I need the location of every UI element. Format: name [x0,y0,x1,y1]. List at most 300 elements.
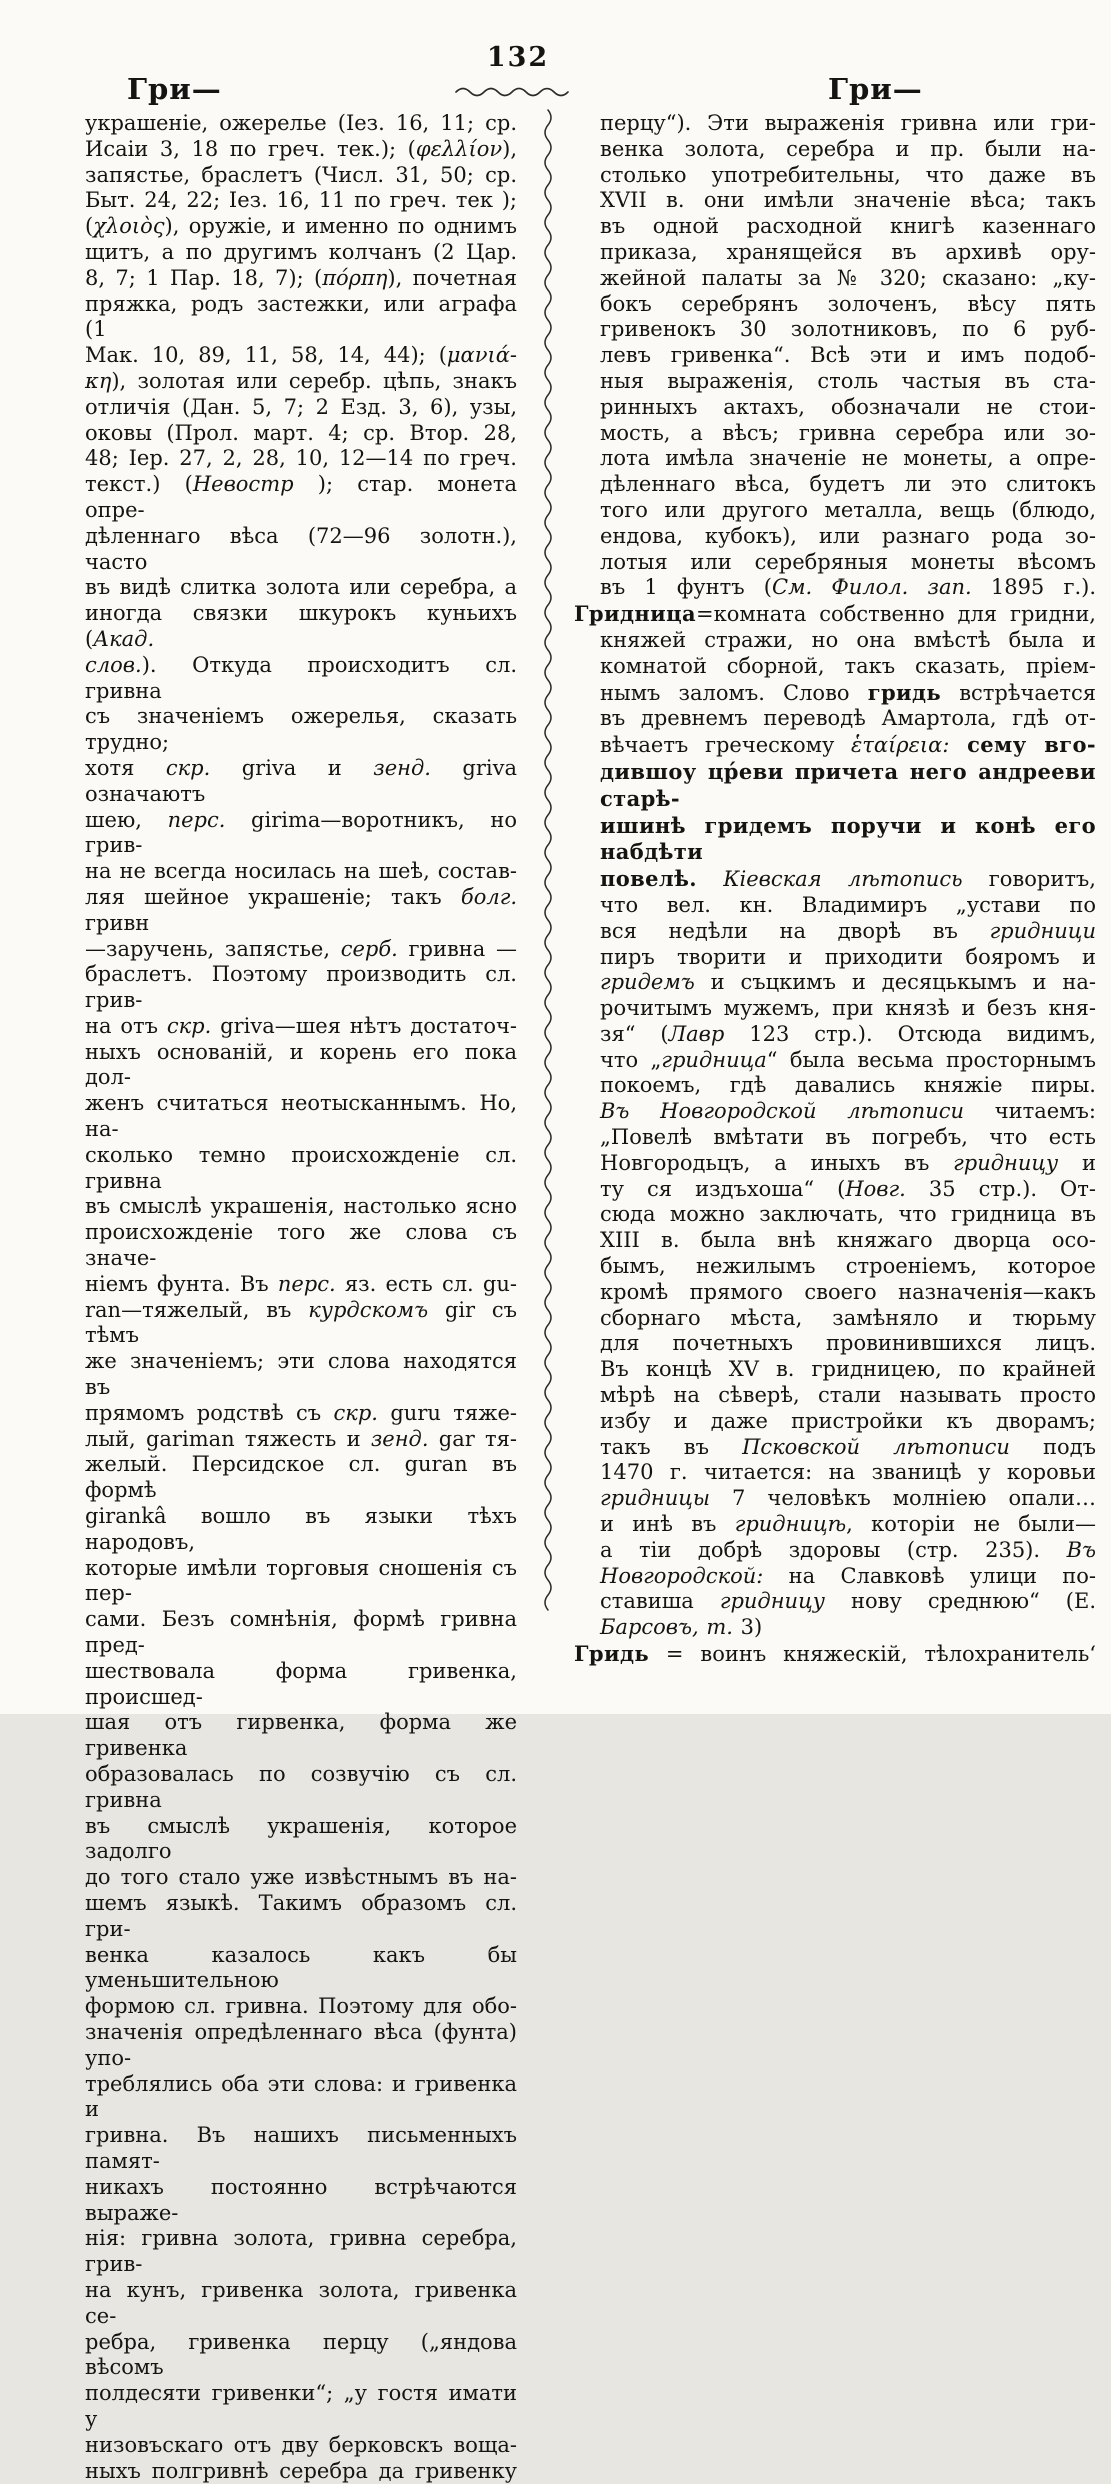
text-line [85,1040,517,1092]
text-line [85,1710,517,1762]
text-line [600,421,1096,447]
text-segment: въ видѣ слитка золота или серебра, а [85,575,517,600]
text-segment: лый, gariman тяжесть и [85,1426,371,1451]
text-line [85,1349,517,1401]
italic-text: скр. [165,755,211,780]
italic-text: гридници [989,918,1096,943]
text-segment: избу и даже пристройки къ дворамъ; [600,1408,1096,1433]
text-segment: „Повелѣ вмѣтати въ погребъ, что есть [600,1125,1096,1150]
text-segment: 8, 7; 1 Пар. 18, 7); ( [85,265,323,290]
text-segment: же значеніемъ; эти слова находятся въ [85,1349,517,1400]
italic-text: Кіевская лѣтопись [723,867,963,892]
text-segment: нымъ заломъ. Слово [600,680,868,705]
text-line [85,1272,517,1298]
text-line [85,1865,517,1891]
text-line [600,945,1096,971]
text-segment: ляя шейное украшеніе; такъ [85,884,461,909]
text-line [85,1143,517,1195]
text-segment: рочитымъ мужемъ, при князѣ и безъ кня- [600,996,1096,1021]
text-line [600,1073,1096,1099]
text-line [85,524,517,576]
text-segment: на Славковѣ улици по- [763,1563,1096,1588]
text-segment: полдесяти гривенки“; „у гостя имати у [85,2381,517,2431]
text-line [85,1091,517,1143]
text-segment: въ древнемъ переводѣ Амартола, гдѣ от- [600,706,1096,731]
text-line [600,446,1096,472]
text-segment: griva означаютъ [85,755,518,806]
text-segment: ), [502,136,517,161]
text-segment: левъ гривенка“. Всѣ эти и имъ подоб- [600,343,1096,368]
text-segment: съ значеніемъ ожерелья, сказать трудно; [85,704,517,755]
text-segment: мость, а вѣсъ; гривна серебра или зо- [600,420,1096,445]
text-segment: ); стар. монета опре- [85,472,517,522]
column-header-right: Гри— [828,72,923,106]
text-line [85,2433,517,2459]
text-segment: шемъ языкѣ. Такимъ образомъ сл. гри- [85,1890,517,1941]
text-line [600,292,1096,318]
text-segment: ). Откуда происходитъ сл. гривна [85,652,517,703]
italic-text: Лавр [668,1021,725,1046]
right-column [574,111,1096,1668]
text-line [600,111,1096,137]
text-line [85,1762,517,1814]
text-line [85,1556,517,1608]
text-line [85,1427,517,1453]
italic-text: болг. [460,884,517,909]
text-segment: ныя выраженія, столь частыя въ ста- [600,368,1096,393]
text-line [85,292,517,344]
text-segment: въ одной расходной книгѣ казеннаго [600,214,1096,239]
text-segment: до того стало уже извѣстнымъ въ на- [85,1865,517,1890]
text-line [85,1607,517,1659]
italic-text: гридемъ [600,970,695,995]
text-segment: оковы (Прол. март. 4; ср. Втор. 28, [85,420,517,445]
text-segment: gir съ тѣмъ [85,1297,517,1348]
italic-text: гридницы [600,1486,711,1511]
text-segment: guru тяже- [377,1400,517,1425]
text-segment: что вел. кн. Владимиръ „устави по [600,892,1096,917]
text-segment: ныхъ основаній, и корень его пока дол- [85,1039,517,1090]
text-segment: вѣчаетъ греческому [600,733,851,758]
slavonic-text: ишинѣ гридемъ поручи и конѣ его набдѣти [600,812,1096,865]
text-segment: сами. Безъ сомнѣнія, формѣ гривна пред- [85,1607,517,1658]
text-line [600,813,1096,867]
slavonic-text: Гридь [574,1641,650,1667]
text-segment: griva и [210,755,374,780]
text-line [600,732,1096,759]
text-line [85,1814,517,1866]
text-line [85,2175,517,2227]
text-line [600,628,1096,654]
greek-text: ἑταίρεια: [851,733,950,758]
italic-text: зенд. [373,755,431,780]
text-line [85,653,517,705]
text-line [85,369,517,395]
text-segment: читаемъ: [964,1099,1096,1124]
text-line [600,524,1096,550]
column-divider [536,106,560,1611]
text-segment: XVII в. они имѣли значеніе вѣса; такъ [600,188,1096,213]
text-line [600,163,1096,189]
text-line [600,1512,1096,1538]
text-line [85,2020,517,2072]
text-line [85,266,517,292]
text-line [600,970,1096,996]
italic-text: Новгородской: [600,1563,764,1588]
text-line [85,472,517,524]
text-line [600,1306,1096,1332]
text-line [600,369,1096,395]
text-segment: формою сл. гривна. Поэтому для обо- [85,1994,517,2019]
text-segment: княжей стражи, но она вмѣстѣ была и [600,627,1096,652]
page-number: 132 [486,42,550,73]
text-segment: украшеніе, ожерелье (Іез. 16, 11; ср. [85,111,517,135]
italic-text: Барсовъ, т. [600,1615,733,1640]
text-segment: щитъ, а по другимъ колчанъ (2 Цар. [85,239,517,264]
text-segment: въ смыслѣ украшенія, настолько ясно [85,1194,517,1219]
slavonic-text: повелѣ. [600,866,698,892]
text-line [85,446,517,472]
text-segment: яз. есть сл. gu- [335,1271,517,1296]
text-line [85,704,517,756]
text-segment: дѣленнаго вѣса (72—96 золотн.), часто [85,523,517,574]
text-segment: ніемъ фунта. Въ [85,1271,278,1296]
text-segment: нія: гривна золота, гривна серебра, грив- [85,2226,517,2277]
text-line [85,343,517,369]
italic-text: См. Филол. зап. [772,575,972,600]
text-line [600,1280,1096,1306]
text-segment: желый. Персидское сл. guran въ формѣ [85,1452,517,1503]
text-segment: вся недѣли на дворѣ въ [600,918,990,943]
text-segment: шею, [85,807,168,832]
text-segment: говоритъ, [962,867,1096,892]
text-line [85,1943,517,1995]
text-segment: для почетныхъ провинившихся лицъ. [600,1331,1096,1356]
text-segment: женъ считаться неотысканнымъ. Но, на- [85,1091,517,1142]
text-segment: 48; Іер. 27, 2, 28, 10, 12—14 по греч. [85,446,517,471]
text-segment: , которіи не были— [846,1512,1096,1537]
text-segment [697,867,723,891]
greek-text: μανιά- [446,343,517,368]
text-segment: гривенокъ 30 золотниковъ, по 6 руб- [600,317,1096,342]
text-segment: ), оружіе, и именно по однимъ [164,214,517,239]
text-line [85,1504,517,1556]
text-segment: гривна. Въ нашихъ письменныхъ памят- [85,2123,517,2173]
text-segment: покоемъ, гдѣ давались княжіе пиры. [600,1073,1096,1098]
text-line [85,1891,517,1943]
text-segment: значенія опредѣленнаго вѣса (фунта) упо- [85,2019,517,2070]
text-segment: Быт. 24, 22; Іез. 16, 11 по греч. тек ); [85,188,517,213]
text-line [85,962,517,1014]
text-segment: ставиша [600,1589,720,1614]
text-line [600,472,1096,498]
text-segment: girima—воротникъ, но грив- [85,807,517,858]
text-segment: и съцкимъ и десяцькымъ и на- [694,970,1096,995]
text-line [85,188,517,214]
text-segment: шествовала форма гривенка, происшед- [85,1658,517,1709]
text-line [600,919,1096,945]
text-segment: girankâ вошло въ языки тѣхъ народовъ, [85,1504,517,1554]
text-segment: gar тя- [428,1426,517,1451]
text-line [85,1014,517,1040]
italic-text: серб. [340,936,398,961]
text-line [600,343,1096,369]
text-line [600,1460,1096,1486]
text-segment: и [1058,1150,1097,1175]
text-line [85,1220,517,1272]
text-segment: ендова, кубокъ), или разнаго рода зо- [600,523,1096,548]
text-line [85,575,517,601]
greek-text: πόρπη [322,265,388,290]
text-segment: такъ въ [600,1434,743,1459]
text-line [600,1538,1096,1564]
text-segment: шая отъ гирвенка, форма же гривенка [85,1710,517,1761]
text-segment: ту ся издъхоша“ ( [600,1176,846,1201]
text-segment: текст.) ( [85,472,193,497]
text-segment: приказа, хранящейся въ архивѣ ору- [600,239,1096,264]
text-line [85,601,517,653]
text-segment: того или другого металла, вещь (блюдо, [600,497,1096,522]
text-segment: сколько темно происхожденіе сл. гривна [85,1142,517,1193]
text-segment: запястье, браслетъ (Числ. 31, 50; ср. [85,162,517,187]
text-segment: а тіи добрѣ здоровы (стр. 235). [600,1537,1067,1562]
text-line [600,266,1096,292]
italic-text: скр. [166,1013,212,1038]
text-line [600,1409,1096,1435]
text-line [600,706,1096,732]
text-line [85,1194,517,1220]
text-line [600,575,1096,601]
text-line [574,601,1096,628]
text-segment: 1470 г. читается: на званицѣ у коровьи [600,1460,1096,1485]
text-segment: 7 человѣкъ молніею опали… [710,1486,1096,1511]
text-line [85,1401,517,1427]
italic-text: гридницу [953,1150,1059,1175]
text-line [85,2123,517,2175]
text-line [600,240,1096,266]
text-segment: венка казалось какъ бы уменьшительною [85,1942,517,1993]
text-segment: бокъ серебрянъ золоченъ, вѣсу пять [600,291,1096,316]
text-line [600,1615,1096,1641]
text-line [85,395,517,421]
text-line [600,550,1096,576]
page-number-underline [452,84,584,98]
text-segment: на не всегда носилась на шеѣ, состав- [85,859,517,884]
text-segment: столько употребительны, что даже въ [600,162,1096,187]
text-line [85,240,517,266]
text-segment: въ 1 фунтъ ( [600,575,772,600]
text-line [600,1125,1096,1151]
italic-text: Акад. [93,626,155,651]
text-line [600,498,1096,524]
text-segment: мѣрѣ на сѣверѣ, стали называть просто [600,1383,1096,1408]
text-segment: ринныхъ актахъ, обозначали не стои- [600,394,1096,419]
text-line [85,2459,517,2484]
slavonic-text: гридь [867,679,942,705]
text-segment: ), почетная [387,265,517,290]
text-segment: лотыя или серебряныя монеты вѣсомъ [600,549,1096,574]
text-segment: 3) [732,1615,763,1640]
text-line [600,188,1096,214]
text-segment: griva—шея нѣтъ достаточ- [211,1013,517,1038]
text-line [85,937,517,963]
italic-text: гридницѣ [734,1512,847,1537]
text-line [600,1099,1096,1125]
slavonic-text: дившоу цр́еви причета него андрееви старѣ- [600,758,1096,811]
text-segment: въ смыслѣ украшенія, которое задолго [85,1813,517,1864]
text-line [600,1564,1096,1590]
text-segment: кромѣ прямого своего назначенія—какъ [600,1279,1096,1304]
text-line [600,1022,1096,1048]
text-line [85,137,517,163]
text-line [600,1357,1096,1383]
text-segment: и инѣ въ [600,1512,735,1537]
italic-text: гридница [661,1047,767,1072]
text-segment: иногда связки шкурокъ куньихъ ( [85,601,517,651]
text-line [600,1228,1096,1254]
text-segment: Исаіи 3, 18 по греч. тек.); ( [85,136,416,161]
text-line [600,1254,1096,1280]
italic-text: зенд. [370,1426,429,1451]
text-segment: встрѣчается [941,680,1096,705]
italic-text: Псковской лѣтописи [742,1434,1010,1459]
greek-text: χλοιὸς [93,214,165,239]
text-line [85,2072,517,2124]
italic-text: гридницу [719,1589,825,1614]
text-segment: что „ [600,1047,662,1072]
italic-text: слов. [85,652,142,677]
text-line [600,866,1096,893]
italic-text: Невостр [192,472,294,497]
text-segment: которые имѣли торговыя сношенія съ пер- [85,1555,517,1606]
text-line [85,1659,517,1711]
text-segment: ), золотая или серебр. цѣпь, знакъ [111,368,517,393]
text-segment: браслетъ. Поэтому производить сл. грив- [85,962,517,1013]
text-line [600,893,1096,919]
text-segment: треблялись оба эти слова: и гривенка и [85,2071,517,2122]
text-segment: XIII в. была внѣ княжаго дворца осо- [600,1228,1096,1253]
text-segment: пряжка, родъ застежки, или аграфа (1 [85,291,517,342]
text-line [85,2381,517,2433]
text-segment: жейной палаты за № 320; сказано: „ку- [600,265,1096,290]
text-segment: Мак. 10, 89, 11, 58, 14, 44); ( [85,343,447,368]
text-segment: никахъ постоянно встрѣчаются выраже- [85,2174,517,2225]
text-segment: =комната собственно для гридни, [696,602,1096,627]
text-line [600,317,1096,343]
text-segment: подъ [1009,1434,1096,1459]
text-line [85,885,517,937]
text-segment: прямомъ родствѣ съ [85,1400,334,1425]
text-segment: лота имѣла значеніе не монеты, а опре- [600,446,1096,471]
text-segment: венка золота, серебра и пр. были на- [600,136,1096,161]
text-line [85,163,517,189]
text-segment: “ была весьма просторнымъ [766,1047,1096,1072]
italic-text: Новг. [845,1176,906,1201]
text-line [85,111,517,137]
text-segment: бымъ, нежилымъ строеніемъ, которое [600,1254,1096,1279]
text-line [600,137,1096,163]
text-line [600,1202,1096,1228]
left-column [85,111,517,2484]
text-segment: низовъскаго отъ дву берковскъ воща- [85,2432,517,2457]
text-segment: гривн [85,910,150,935]
text-line [85,421,517,447]
text-segment: на кунъ, гривенка золота, гривенка се- [85,2277,517,2328]
text-line [600,1589,1096,1615]
text-line [574,1641,1096,1668]
text-line [600,214,1096,240]
text-segment: ныхъ полгривнѣ серебра да гривенку [85,2458,517,2483]
column-header-left: Гри— [127,72,222,106]
text-segment: ran—тяжелый, въ [85,1297,309,1322]
text-line [85,1452,517,1504]
italic-text: Въ [1066,1537,1096,1562]
text-line [85,859,517,885]
text-segment: Въ концѣ XV в. гридницею, по крайней [600,1357,1096,1382]
text-segment: сюда можно заключать, что гридница въ [600,1202,1096,1227]
text-line [600,654,1096,680]
text-segment: нову среднюю“ (Е. [824,1589,1096,1614]
text-segment: 123 стр.). Отсюда видимъ, [724,1021,1097,1046]
text-line [85,2278,517,2330]
text-line [600,1177,1096,1203]
text-segment: зя“ ( [600,1021,669,1046]
slavonic-text: сему вго- [949,732,1096,758]
text-segment: отличія (Дан. 5, 7; 2 Езд. 3, 6), узы, [85,394,517,419]
text-segment: = воинъ княжескій, тѣлохранитель‘ [649,1642,1096,1667]
text-segment: дѣленнаго вѣса, будетъ ли это слитокъ [600,472,1096,497]
text-line [85,756,517,808]
text-line [85,2226,517,2278]
text-segment: гривна — [397,936,517,961]
greek-text: φελλίον [415,136,503,161]
text-line [600,759,1096,813]
slavonic-text: Гридница [574,601,697,627]
text-line [600,395,1096,421]
italic-text: скр. [333,1400,378,1425]
text-line [600,1435,1096,1461]
text-segment: на отъ [85,1013,167,1038]
text-line [600,996,1096,1022]
text-line [600,1151,1096,1177]
text-line [600,680,1096,707]
text-line [85,2330,517,2382]
text-segment: —заручень, запястье, [85,936,341,961]
text-segment: хотя [85,755,166,780]
text-line [600,1383,1096,1409]
text-segment: Новгородьцъ, а иныхъ въ [600,1150,954,1175]
text-line [85,808,517,860]
greek-text: κη [85,368,112,393]
text-segment: происхожденіе того же слова съ значе- [85,1220,517,1271]
text-segment: пиръ творити и приходити бояромъ и [600,944,1096,969]
text-segment: образовалась по созвучію съ сл. гривна [85,1762,517,1812]
text-segment: 35 стр.). От- [905,1176,1096,1201]
text-line [600,1331,1096,1357]
text-line [600,1048,1096,1074]
text-segment: 1895 г.). [971,575,1097,600]
text-line [85,214,517,240]
italic-text: перс. [167,807,226,832]
text-line [85,1994,517,2020]
text-line [85,1298,517,1350]
text-segment: ( [85,214,94,239]
text-line [600,1486,1096,1512]
italic-text: перс. [277,1271,336,1296]
text-segment: ребра, гривенка перцу („яндова вѣсомъ [85,2329,517,2380]
italic-text: Въ Новгородской лѣтописи [600,1099,965,1124]
text-segment: сборнаго мѣста, замѣняло и тюрьму [600,1305,1096,1330]
